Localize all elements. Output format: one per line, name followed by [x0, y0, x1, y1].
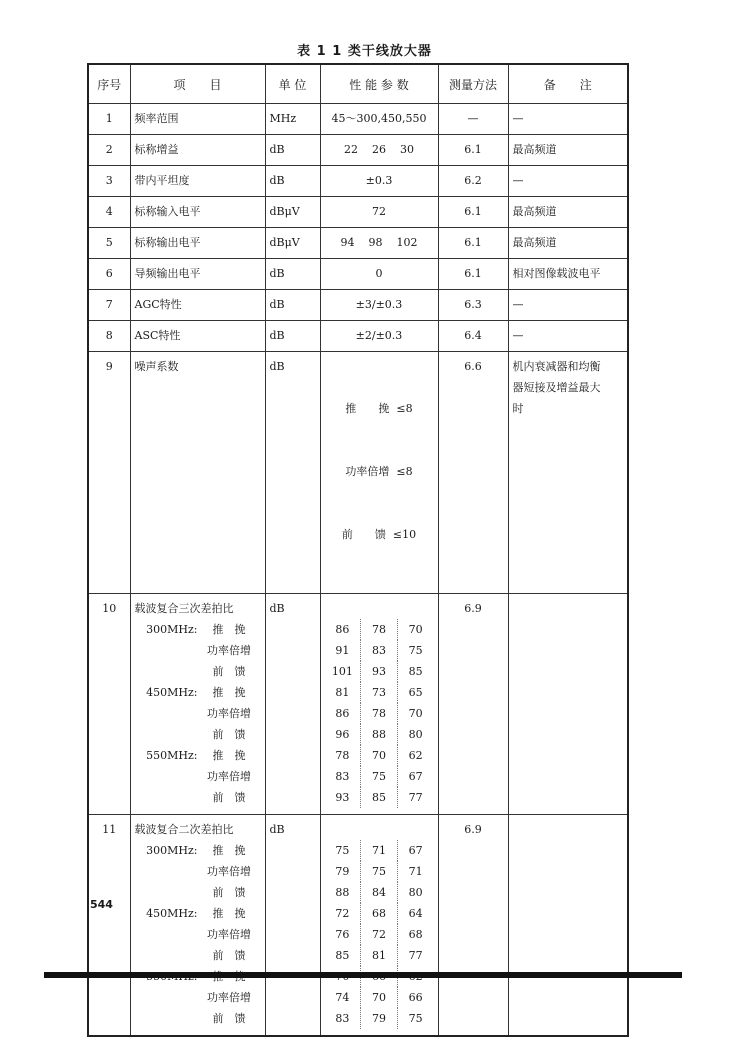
sub-mode: 前 馈	[212, 665, 246, 678]
note-line: 器短接及增益最大	[512, 381, 601, 394]
sub-value: 62	[397, 745, 434, 766]
row-values: 94 98 102	[320, 228, 438, 259]
row-item: 标称输出电平	[130, 228, 265, 259]
sub-value-row	[325, 640, 434, 661]
sub-value-row	[325, 840, 434, 861]
sub-value: 83	[360, 640, 397, 661]
sub-value: 83	[335, 770, 350, 783]
sub-mode: 功率倍增	[207, 770, 251, 783]
table-row-noise	[88, 352, 628, 594]
row-item: 标称增益	[130, 135, 265, 166]
sub-label-row	[135, 745, 261, 766]
sub-value: 66	[397, 987, 434, 1008]
spec-table	[87, 63, 629, 1037]
sub-value-row	[325, 787, 434, 808]
sub-value: 93	[360, 661, 397, 682]
sub-value: 81	[335, 686, 350, 699]
sub-mode: 推 挽	[212, 907, 246, 920]
row-item: 标称输入电平	[130, 197, 265, 228]
sub-label-row	[135, 1008, 261, 1029]
sub-value: 80	[397, 724, 434, 745]
sub-label-row	[135, 945, 261, 966]
sub-value: 67	[397, 766, 434, 787]
table-row	[88, 197, 628, 228]
row-item: AGC特性	[130, 290, 265, 321]
noise-line: 推 挽 ≤8	[345, 402, 413, 415]
noise-line: 前 馈 ≤10	[341, 528, 417, 541]
table-row	[88, 135, 628, 166]
sub-value: 67	[397, 840, 434, 861]
sub-value-row	[325, 619, 434, 640]
table-row	[88, 166, 628, 197]
row-note	[508, 594, 628, 815]
sub-value: 70	[360, 745, 397, 766]
sub-label-row	[135, 619, 261, 640]
row-item	[130, 815, 265, 1037]
sub-frequency	[135, 640, 198, 661]
header-spec: 性 能 参 数	[320, 64, 438, 104]
table-row	[88, 259, 628, 290]
sub-value: 96	[335, 728, 350, 741]
row-values: ±2/±0.3	[320, 321, 438, 352]
sub-value: 71	[360, 840, 397, 861]
sub-value: 76	[335, 928, 350, 941]
row-values: 22 26 30	[320, 135, 438, 166]
sub-value: 79	[335, 865, 350, 878]
sub-value: 85	[360, 787, 397, 808]
table-row	[88, 228, 628, 259]
header-row	[88, 64, 628, 104]
sub-frequency: 550MHz:	[146, 749, 198, 762]
sub-value: 77	[397, 787, 434, 808]
table-row-ctb	[88, 815, 628, 1037]
sub-value: 78	[335, 749, 350, 762]
table-row-cso	[88, 594, 628, 815]
row-unit: MHz	[265, 104, 320, 135]
sub-value: 70	[397, 703, 434, 724]
sub-frequency: 450MHz:	[146, 686, 198, 699]
sub-value: 64	[397, 903, 434, 924]
sub-value: 70	[360, 987, 397, 1008]
sub-mode: 推 挽	[212, 844, 246, 857]
row-unit-label: dB	[269, 602, 285, 615]
sub-label-row	[135, 924, 261, 945]
header-note: 备 注	[508, 64, 628, 104]
sub-mode: 功率倍增	[207, 865, 251, 878]
sub-value: 71	[397, 861, 434, 882]
row-item: 带内平坦度	[130, 166, 265, 197]
sub-value-row	[325, 661, 434, 682]
sub-value: 77	[397, 945, 434, 966]
sub-values	[325, 619, 434, 808]
sub-value: 86	[335, 707, 350, 720]
row-no: 9	[88, 352, 130, 594]
sub-value: 81	[360, 945, 397, 966]
row-note: 最高频道	[508, 197, 628, 228]
sub-value-row	[325, 1008, 434, 1029]
row-note: 最高频道	[508, 135, 628, 166]
sub-value: 68	[397, 924, 434, 945]
sub-value: 91	[335, 644, 350, 657]
sub-labels	[135, 619, 261, 808]
row-note: —	[508, 321, 628, 352]
sub-value-row	[325, 745, 434, 766]
row-note: —	[508, 104, 628, 135]
sub-label-row	[135, 661, 261, 682]
sub-value-row	[325, 987, 434, 1008]
sub-mode: 前 馈	[212, 728, 246, 741]
sub-frequency	[135, 661, 198, 682]
sub-value: 88	[360, 724, 397, 745]
row-unit: dB	[265, 259, 320, 290]
sub-mode: 功率倍增	[207, 644, 251, 657]
sub-label-row	[135, 861, 261, 882]
sub-value-row	[325, 924, 434, 945]
row-item: 噪声系数	[130, 352, 265, 594]
row-no: 2	[88, 135, 130, 166]
sub-value: 72	[360, 924, 397, 945]
row-method: 6.9	[438, 815, 508, 1037]
sub-label-row	[135, 640, 261, 661]
sub-mode: 前 馈	[212, 791, 246, 804]
row-unit: dB	[265, 135, 320, 166]
sub-mode: 前 馈	[212, 1012, 246, 1025]
table-body	[88, 104, 628, 1037]
header-unit: 单 位	[265, 64, 320, 104]
sub-frequency	[135, 924, 198, 945]
sub-value: 83	[335, 1012, 350, 1025]
sub-value-row	[325, 682, 434, 703]
sub-value: 78	[360, 619, 397, 640]
sub-value: 73	[360, 682, 397, 703]
header-item: 项 目	[130, 64, 265, 104]
row-values	[320, 815, 438, 1037]
sub-mode: 推 挽	[212, 686, 246, 699]
sub-value: 93	[335, 791, 350, 804]
sub-values	[325, 840, 434, 1029]
sub-mode: 功率倍增	[207, 707, 251, 720]
row-no: 1	[88, 104, 130, 135]
row-values: ±0.3	[320, 166, 438, 197]
sub-mode: 功率倍增	[207, 991, 251, 1004]
sub-frequency: 450MHz:	[146, 907, 198, 920]
sub-mode: 前 馈	[212, 949, 246, 962]
sub-frequency	[135, 703, 198, 724]
noise-line: 功率倍增 ≤8	[345, 465, 413, 478]
row-method: 6.1	[438, 228, 508, 259]
sub-label-row	[135, 903, 261, 924]
row-note	[508, 352, 628, 594]
sub-value: 70	[397, 619, 434, 640]
row-item-title: 载波复合二次差拍比	[134, 823, 234, 836]
sub-value: 65	[397, 682, 434, 703]
table-row	[88, 290, 628, 321]
sub-label-row	[135, 682, 261, 703]
sub-value: 75	[397, 640, 434, 661]
sub-value: 75	[360, 861, 397, 882]
row-unit: dB	[265, 290, 320, 321]
row-note: —	[508, 290, 628, 321]
sub-value: 74	[335, 991, 350, 1004]
row-item: 频率范围	[130, 104, 265, 135]
row-values	[320, 352, 438, 594]
sub-frequency	[135, 861, 198, 882]
sub-value: 80	[397, 882, 434, 903]
row-no: 6	[88, 259, 130, 290]
row-unit: dB	[265, 352, 320, 594]
row-item: ASC特性	[130, 321, 265, 352]
row-values: 0	[320, 259, 438, 290]
sub-value-row	[325, 724, 434, 745]
note-line: 时	[512, 402, 524, 415]
sub-value: 68	[360, 903, 397, 924]
header-no: 序号	[88, 64, 130, 104]
sub-label-row	[135, 724, 261, 745]
sub-frequency	[135, 882, 198, 903]
sub-value: 75	[335, 844, 350, 857]
sub-value: 75	[360, 766, 397, 787]
sub-mode: 前 馈	[212, 886, 246, 899]
row-no: 3	[88, 166, 130, 197]
sub-frequency: 300MHz:	[146, 844, 198, 857]
header-method: 测量方法	[438, 64, 508, 104]
sub-frequency	[135, 945, 198, 966]
sub-value: 86	[335, 623, 350, 636]
sub-value: 88	[335, 886, 350, 899]
sub-frequency	[135, 987, 198, 1008]
sub-value: 101	[331, 665, 353, 678]
sub-value: 79	[360, 1008, 397, 1029]
sub-mode: 功率倍增	[207, 928, 251, 941]
row-method: 6.1	[438, 259, 508, 290]
row-method: 6.1	[438, 197, 508, 228]
row-unit: dB	[265, 321, 320, 352]
row-item: 导频输出电平	[130, 259, 265, 290]
row-unit: dB	[265, 166, 320, 197]
row-no: 11	[88, 815, 130, 1037]
sub-label-row	[135, 787, 261, 808]
sub-value-row	[325, 861, 434, 882]
table-row	[88, 104, 628, 135]
row-note: 最高频道	[508, 228, 628, 259]
sub-frequency	[135, 1008, 198, 1029]
sub-value: 85	[397, 661, 434, 682]
row-item-title: 载波复合三次差拍比	[134, 602, 234, 615]
row-values: 72	[320, 197, 438, 228]
sub-label-row	[135, 882, 261, 903]
row-unit-label: dB	[269, 823, 285, 836]
row-no: 8	[88, 321, 130, 352]
row-values: ±3/±0.3	[320, 290, 438, 321]
row-values	[320, 594, 438, 815]
sub-value-row	[325, 945, 434, 966]
sub-label-row	[135, 987, 261, 1008]
sub-label-row	[135, 703, 261, 724]
row-method: 6.9	[438, 594, 508, 815]
sub-value: 72	[335, 907, 350, 920]
sub-frequency	[135, 724, 198, 745]
row-unit	[265, 815, 320, 1037]
sub-value-row	[325, 903, 434, 924]
row-method: 6.2	[438, 166, 508, 197]
sub-value: 84	[360, 882, 397, 903]
row-method: 6.1	[438, 135, 508, 166]
note-line: 机内衰减器和均衡	[512, 360, 601, 373]
row-no: 4	[88, 197, 130, 228]
row-note: —	[508, 166, 628, 197]
sub-frequency: 300MHz:	[146, 623, 198, 636]
sub-mode: 推 挽	[212, 623, 246, 636]
row-note: 相对图像载波电平	[508, 259, 628, 290]
row-values: 45～300,450,550	[320, 104, 438, 135]
sub-value-row	[325, 766, 434, 787]
row-item	[130, 594, 265, 815]
row-no: 10	[88, 594, 130, 815]
row-method: 6.4	[438, 321, 508, 352]
sub-frequency	[135, 766, 198, 787]
sub-value-row	[325, 703, 434, 724]
sub-labels	[135, 840, 261, 1029]
table-title: 表 1 1 类干线放大器	[297, 44, 432, 59]
sub-frequency	[135, 787, 198, 808]
row-no: 5	[88, 228, 130, 259]
row-method: 6.6	[438, 352, 508, 594]
row-method: —	[438, 104, 508, 135]
sub-value-row	[325, 882, 434, 903]
sub-value: 75	[397, 1008, 434, 1029]
table-row	[88, 321, 628, 352]
row-no: 7	[88, 290, 130, 321]
row-unit: dBμV	[265, 228, 320, 259]
row-method: 6.3	[438, 290, 508, 321]
sub-value: 85	[335, 949, 350, 962]
sub-label-row	[135, 840, 261, 861]
bottom-rule	[44, 972, 682, 978]
sub-value: 78	[360, 703, 397, 724]
row-unit	[265, 594, 320, 815]
row-note	[508, 815, 628, 1037]
sub-label-row	[135, 766, 261, 787]
page-number: 544	[90, 898, 113, 911]
sub-mode: 推 挽	[212, 749, 246, 762]
row-unit: dBμV	[265, 197, 320, 228]
